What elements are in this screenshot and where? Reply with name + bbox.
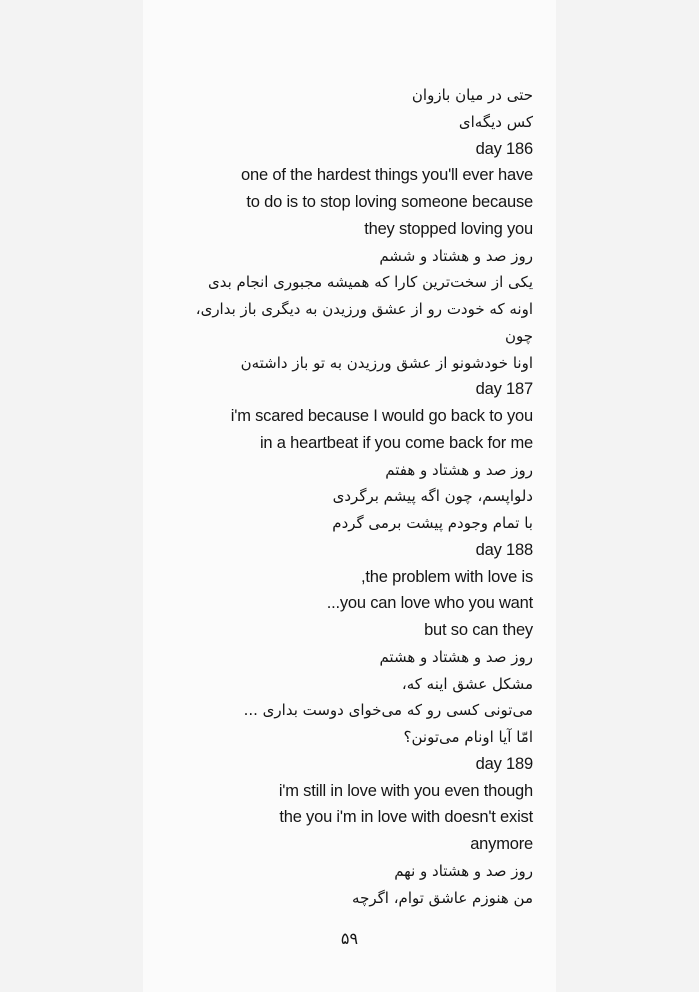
text-line: با تمام وجودم پیشت برمی گردم (332, 514, 533, 532)
text-line: day 189 (475, 754, 533, 773)
text-line: ...you can love who you want (326, 594, 533, 613)
text-line: حتی در میان بازوان (411, 86, 533, 104)
text-line: کس دیگه‌ای (458, 112, 533, 131)
text-line: in a heartbeat if you come back for me (259, 433, 533, 452)
text-line: but so can they (424, 621, 533, 639)
text-line: to do is to stop loving someone because (246, 193, 533, 211)
text-line: one of the hardest things you'll ever have (241, 166, 533, 185)
text-line: یکی از سخت‌ترین کارا که همیشه مجبوری انجام بدی (207, 273, 533, 292)
text-line: اونه که خودت رو از عشق ورزیدن به دیگری باز بداری، (195, 300, 533, 318)
text-line: i'm still in love with you even though (278, 781, 533, 800)
text-line: روز صد و هشتاد و ششم (379, 246, 533, 265)
page-number: ۵۹ (340, 929, 359, 948)
poem-text (195, 82, 533, 911)
text-line: امّا آیا اونام می‌تونن؟ (403, 728, 533, 746)
text-line: the you i'm in love with doesn't exist (279, 808, 533, 827)
text-line: مشکل عشق اینه که، (401, 674, 533, 693)
text-line: day 188 (475, 540, 533, 559)
text-line: روز صد و هشتاد و هفتم (385, 460, 533, 479)
text-line: اونا خودشونو از عشق ورزیدن به تو باز داشته‌ن (240, 353, 533, 372)
text-line: day 186 (475, 139, 533, 158)
text-line: دلواپسم، چون اگه پیشم برگردی (332, 487, 533, 506)
text-line: ,the problem with love is (361, 567, 533, 586)
text-line: day 187 (475, 380, 533, 399)
text-line: i'm scared because I would go back to you (230, 407, 533, 425)
text-line: they stopped loving you (364, 219, 533, 238)
text-line: anymore (470, 835, 533, 853)
text-line: روز صد و هشتاد و هشتم (379, 647, 533, 666)
text-line: من هنوزم عاشق توام، اگرچه (352, 888, 533, 907)
text-line: می‌تونی کسی رو که می‌خوای دوست بداری ... (243, 701, 533, 720)
text-line: روز صد و هشتاد و نهم (394, 861, 533, 880)
text-line: چون (504, 326, 533, 345)
